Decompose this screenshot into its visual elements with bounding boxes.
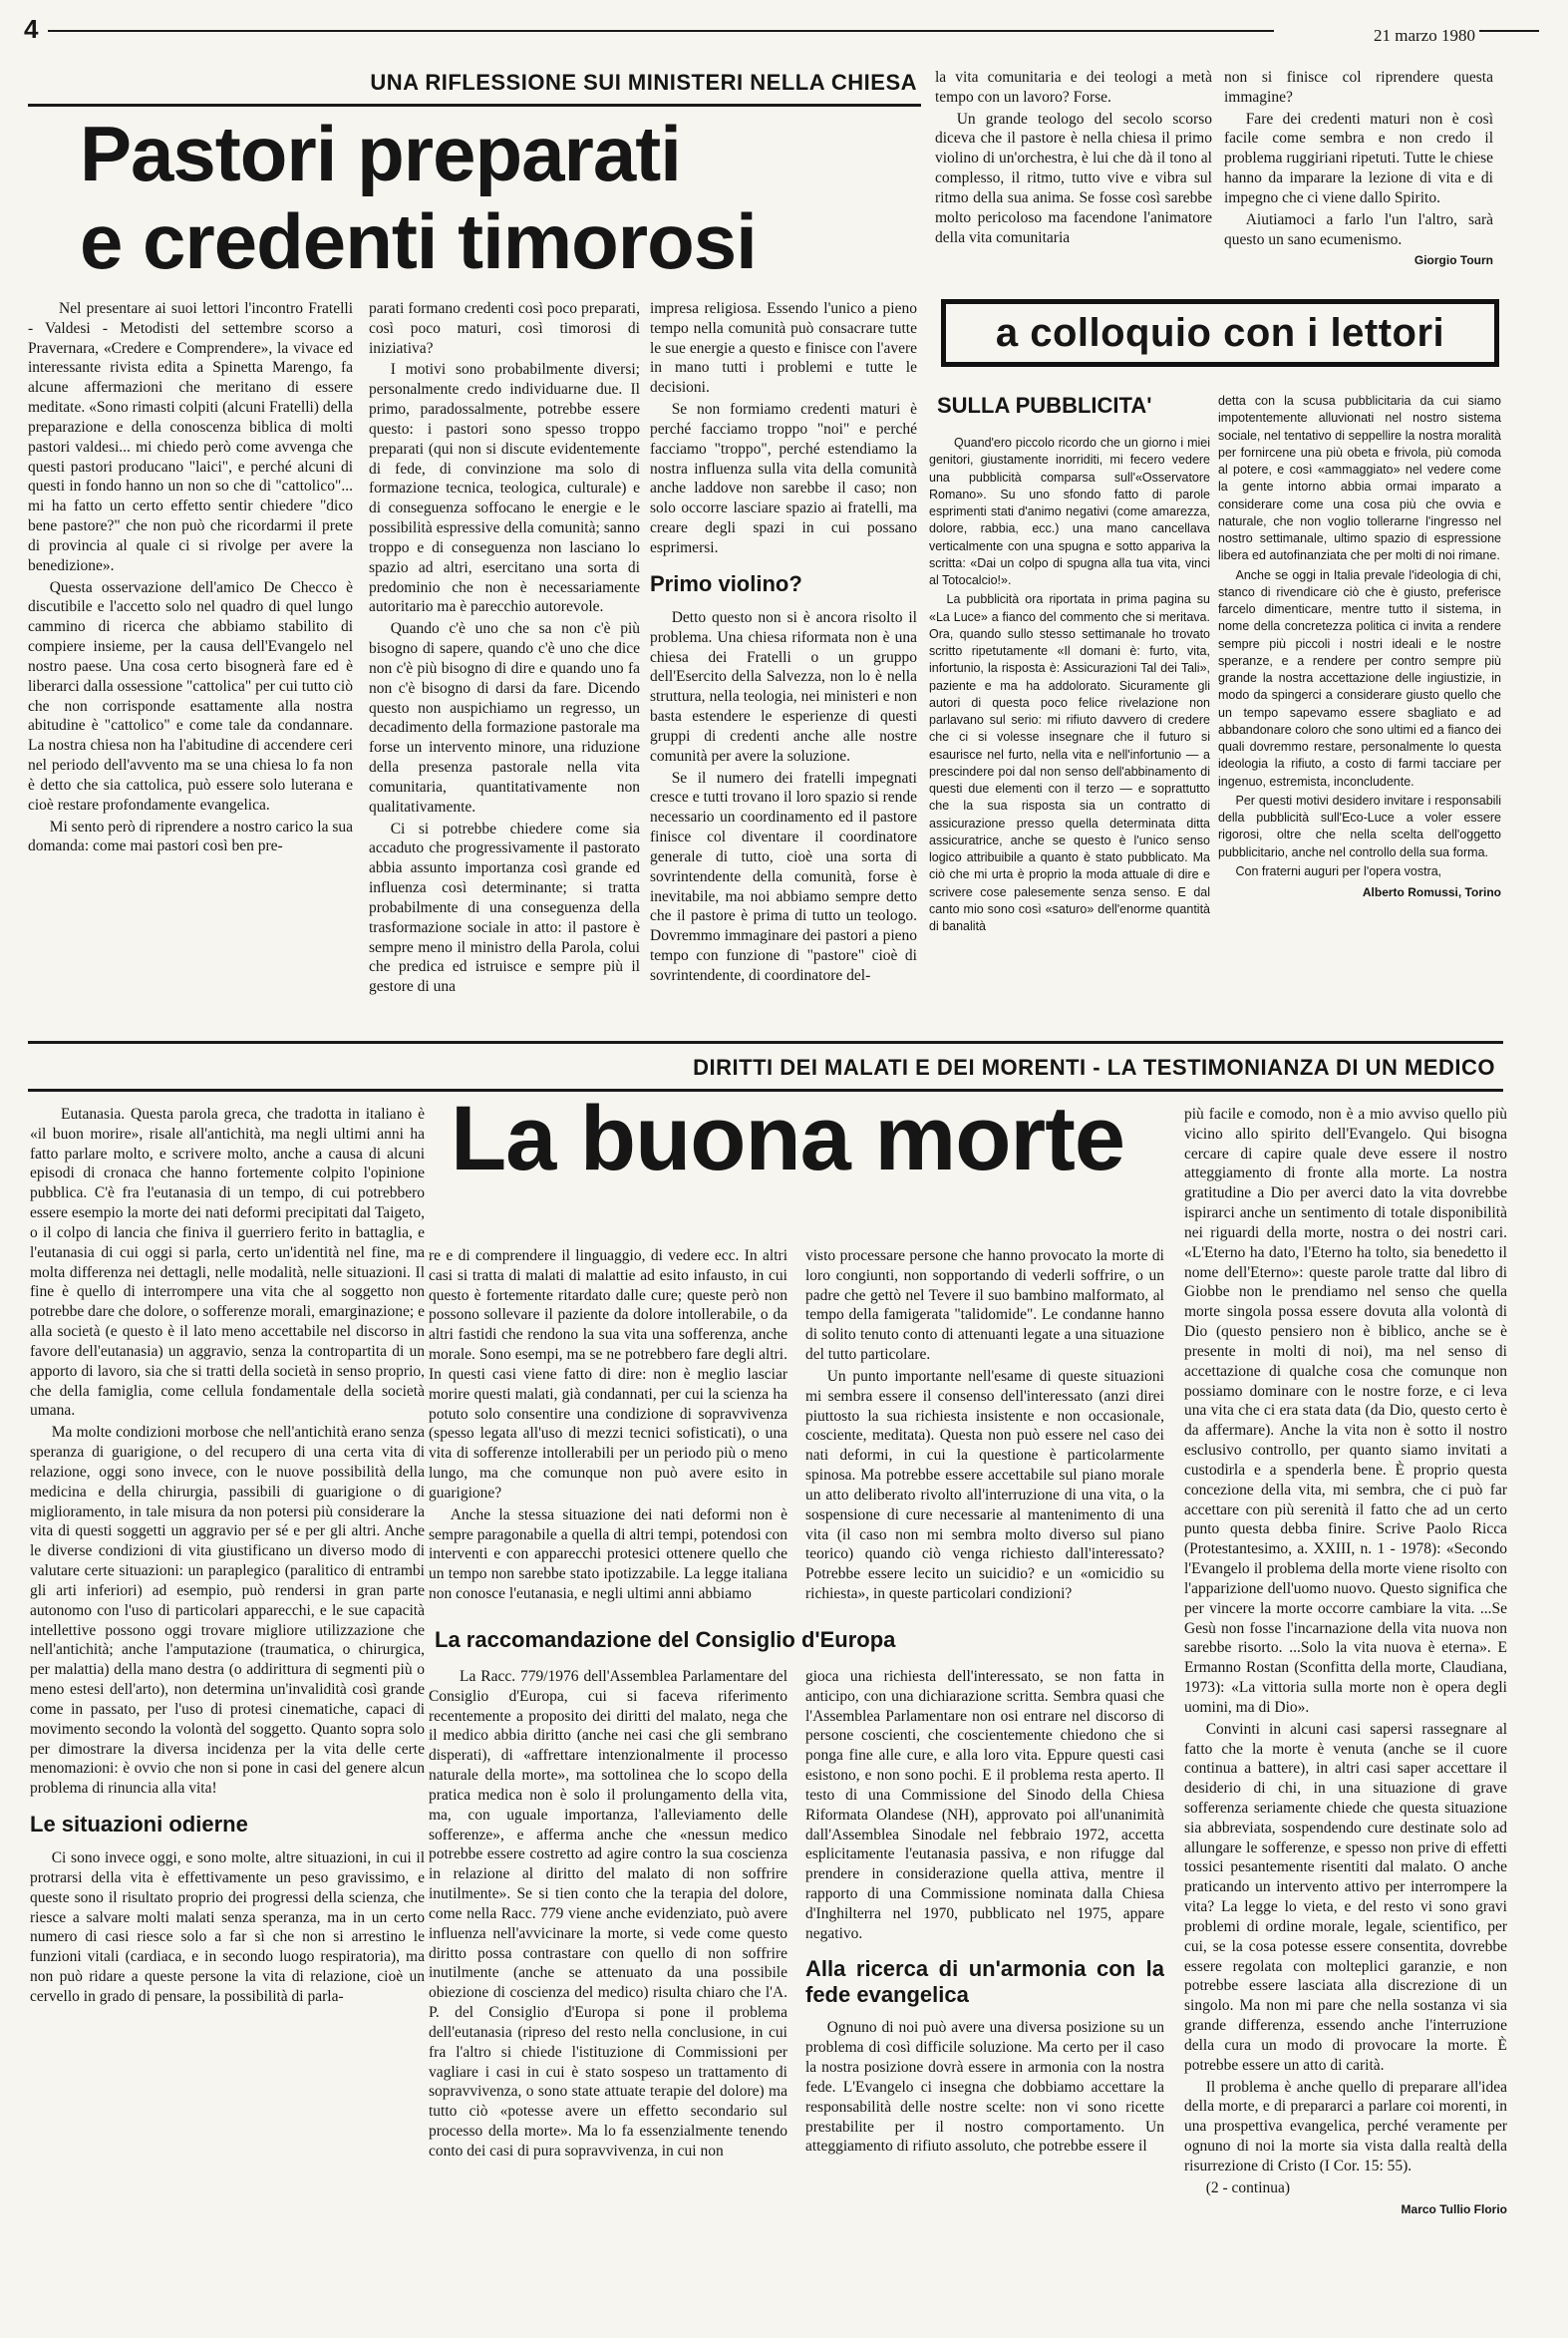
article1-col2-p1: parati formano credenti così poco preparati, così poco maturi, così timorosi di iniziativa? xyxy=(369,300,640,357)
article2-kicker: DIRITTI DEI MALATI E DEI MORENTI - LA TESTIMONIANZA DI UN MEDICO xyxy=(693,1055,1495,1080)
article1-col1-p2: Questa osservazione dell'amico De Checco è discutibile e l'accetto solo nel quadro di quel lungo cammino di ricerca che abbiamo stabilito di compiere insieme, per la causa dell'Evangelo nel nostro paese. Una cosa certo bisognerà fare ed è liberarci dalla ossessione "cattolica" per cui tutto ciò che non corrisponde esattamente alla nostra abitudine è "cattolico" e come tale da condannare. La nostra chiesa non ha l'abitudine di accendere ceri nel periodo dell'avvento ma se una chiesa lo fa non è detto che sia cattolica, può essere solo luterana e cioè restare profondamente evangelica. xyxy=(28,578,353,814)
article2-col1-p2: Ma molte condizioni morbose che nell'antichità erano senza speranza di guarigione, o del recupero di una certa vita di relazione, oggi sono invece, con le nuove possibilità della medicina e della chirurgia, passibili di guarigione o di miglioramento, in tale misura da non potersi più considerare la vita di questi soggetti un aggravio per sé e per gli altri. Anche le diverse condizioni di vita giustificano un diverso modo di valutare certe situazioni: un paraplegico (paralitico di entrambi gli arti inferiori) ad esempio, può rendersi in gran parte autonomo con l'uso di particolari apparecchi, e le sue capacità intellettive possono oggi trovare migliore utilizzazione che nell'antichità; anche l'amputazione (traumatica, o chirurgica, per malattia) della mano destra (o addirittura di segmenti più o meno estesi dell'arto), non determina un'invalidità così grande come in passato, per l'uso di protesi cinematiche, capaci di movimento secondo la volontà del soggetto. Quanto sopra solo per dimostrare la diversa incidenza per la vita delle certe menomazioni: è ovvio che non si pone in casi del genere alcun problema di rinuncia alla vita! xyxy=(30,1424,425,1798)
article1-col2-p4: Ci si potrebbe chiedere come sia accaduto che progressivamente il pastorato abbia assunto importanza così grande ed influenza così determinante; si tratta probabilmente di una conseguenza della trasformazione sociale in atto: il pastore è sempre meno il ministro della Parola, colui che predica ed istruisce e sempre più il gestore di una xyxy=(369,820,640,996)
article2-col1-p3: Ci sono invece oggi, e sono molte, altre situazioni, in cui il protrarsi della vita è effettivamente un peso gravissimo, e queste sono il risultato proprio dei progressi della scienza, che riesce a salvare molti malati senza speranza, ma in un certo numero di casi riesce solo a far sì che non si arrestino le funzioni vitali (cardiaca, e in secondo luogo respiratoria), ma non può ridare a queste persone la vita di relazione, cioè un cervello in grado di pensare, la possibilità di parla- xyxy=(30,1849,425,2005)
article2-col4 xyxy=(1184,1105,1507,2329)
article1-signature: Giorgio Tourn xyxy=(1413,253,1493,268)
letters-header-title: a colloquio con i lettori xyxy=(995,310,1445,355)
article2-subhead3: Alla ricerca di un'armonia con la fede evangelica xyxy=(805,1955,1164,2007)
article1-title xyxy=(80,110,897,285)
article1-col3-p4: Se il numero dei fratelli impegnati cresce e tutti trovano il loro spazio si rende necessario un coordinamento ed il pastore finisce col diventare il coordinatore generale di tutto, cioè una sorta di sovrintendente della comunità, forse è inevitabile, ma noi abbiamo sempre detto che il pastore è prima di tutto un teologo. Dovremmo immaginare dei pastori a pieno tempo con funzione di "pastore" cioè di sovrintendente, di coordinatore del- xyxy=(650,769,917,984)
letters-col1-p1: Quand'ero piccolo ricordo che un giorno i miei genitori, giustamente inorriditi, mi fecero vedere una pubblicità comparsa sull'«Osservatore Romano». Su uno sfondo fatto di parole esprimenti stati d'animo negativi (come amarezza, dolore, rabbia, ecc.) una mano cancellava verticalmente con una spugna e sotto appariva la scritta: «Dai un colpo di spugna alla tua vita, vinci al Totocalcio!». xyxy=(929,436,1210,587)
article2-col4-p3: Il problema è anche quello di preparare all'idea della morte, e di prepararci a parlare coi morenti, in una prospettiva evangelica, perché veramente per ognuno di noi la morte sia vista dalla realtà della risurrezione di Cristo (I Cor. 15: 55). xyxy=(1184,2078,1507,2174)
article2-col3 xyxy=(805,1246,1164,1615)
letters-col1-p2: La pubblicità ora riportata in prima pagina su «La Luce» a fianco del commento che si meritava. Ora, quando sullo stesso settimanale ho trovato scritto ripetutamente «Il domani è: furto, vita, infortunio, la risposta è: Assicurazioni Tal dei Tali», paziente e ma ha addolorato. Sicuramente gli autori di questa poco felice rivelazione non parlavano sul serio: mi rifiuto davvero di credere che ci si volesse insegnare che il futuro si esaurisce nel furto, nella vita e nell'infortunio — a prescindere poi dal non senso dell'abbinamento di questi due elementi con il terzo — e soprattutto che la sua risposta sia un contratto di assicurazione presso quella determinata ditta assicuratrice, anche se questo è l'unico senso logico attribuibile a quanto è stato pubblicato. Ma ciò che mi urta è proprio la moda attuale di dire e scrivere cose palesemente senza senso. E dal canto mio sono così «saturo» dell'enorme quantità di banalità xyxy=(929,592,1210,933)
article1-col4-p2: Un grande teologo del secolo scorso diceva che il pastore è nella chiesa il primo violino di un'orchestra, è lui che dà il tono al complesso, il ritmo, tutto vive e vibra sul ritmo della sua anima. Se fosse così sarebbe molto pericoloso ma facendone l'animatore della vita comunitaria xyxy=(935,110,1212,246)
article1-kicker-rule xyxy=(28,104,921,107)
letters-col2-p3: Per questi motivi desidero invitare i responsabili della pubblicità sull'Eco-Luce a voler essere rigorosi, oltre che nella scelta dell'oggetto pubblicitario, anche nel controllo della sua forma. xyxy=(1218,793,1501,859)
header-rule-left xyxy=(48,30,1274,32)
article1-col4 xyxy=(935,68,1212,275)
article2-col2 xyxy=(429,1246,787,1615)
article2-title: La buona morte xyxy=(450,1088,1125,1189)
article2-col3b-p1: gioca una richiesta dell'interessato, se non fatta in anticipo, con una dichiarazione scritta. Sembra quasi che l'Assemblea Parlamentare non osi entrare nel discorso di persone coscienti, che coscientemente chiedono che si ponga fine alle cure, e alla loro vita. Eppure questi casi esistono, e non sono pochi. E il problema resta aperto. Il testo di una Commissione del Sinodo della Chiesa Riformata Olandese (NH), approvato poi all'unanimità dall'Assemblea Sinodale nel febbraio 1972, accetta esplicitamente l'eutanasia passiva, e non rifugge dal prendere in considerazione quella attiva, mentre il rapporto di una Commissione nominata dalla Chiesa d'Inghilterra nel 1970, pubblicato nel 1975, appare negativo. xyxy=(805,1668,1164,1942)
article1-col4-p1: la vita comunitaria e dei teologi a metà tempo con un lavoro? Forse. xyxy=(935,69,1212,106)
letters-col2-p2: Anche se oggi in Italia prevale l'ideologia di chi, stanco di rivendicare ciò che è giusto, preferisce farcelo dimenticare, mentre tutto il sistema, in nome della concretezza politica ci invita a rendere sempre più piccoli i nostri ideali e le nostre speranze, e a rendere per contro sempre più grande la nostra accettazione delle ingiustizie, in modo da spingerci a considerare giusto quello che un tempo sapevamo essere sbagliato e ad abbandonare coloro che sono ultimi ed a fianco dei quali dovremmo restare, personalmente lo questa ideologia la rifiuto, a costo di farmi tacciare per ingenuo, estremista, inconcludente. xyxy=(1218,567,1501,789)
article2-top-rule xyxy=(28,1041,1503,1044)
letters-header-box xyxy=(941,299,1499,367)
article1-col5-p3: Aiutiamoci a farlo l'un l'altro, sarà questo un sano ecumenismo. xyxy=(1224,210,1493,248)
article1-col3-p2: Se non formiamo credenti maturi è perché facciamo troppo "noi" e perché facciamo "troppo", perché estendiamo la nostra influenza sulla vita della comunità anche laddove non sarebbe il caso; non solo occorre lasciare spazio ai fratelli, ma creare degli spazi in cui possano esprimersi. xyxy=(650,401,917,556)
article1-title-line2: e credenti timorosi xyxy=(80,197,757,285)
letters-col2-p4: Con fraterni auguri per l'opera vostra, xyxy=(1235,863,1442,878)
article1-kicker: UNA RIFLESSIONE SUI MINISTERI NELLA CHIESA xyxy=(370,70,917,95)
article1-subhead: Primo violino? xyxy=(650,570,802,596)
letters-col2 xyxy=(1218,393,1501,1031)
article2-subhead1: Le situazioni odierne xyxy=(30,1811,248,1837)
article1-col2-p2: I motivi sono probabilmente diversi; personalmente credo individuarne due. Il primo, paradossalmente, potrebbe essere questo: i pastori sono spesso troppo preparati (qui non si discute evidentemente di fede, di convinzione ma solo di formazione tecnica, teologica, culturale) e di conseguenza soffocano le energie e le possibilità espressive della comunità; sanno troppo e di conseguenza non lasciano lo spazio ad altri, esercitano una sorta di predominio che non è necessariamente autoritario ma è parecchio autorevole. xyxy=(369,361,640,616)
article1-col5-p2: Fare dei credenti maturi non è così facile come sembra e non credo il problema ruggiriani ripetuti. Tutte le chiese hanno da imparare la lezione di vita e di impegno che ci viene dallo Spirito. xyxy=(1224,110,1493,206)
article1-col1-p3: Mi sento però di riprendere a nostro carico la sua domanda: come mai pastori così ben pre- xyxy=(28,818,353,855)
letters-col2-p1: detta con la scusa pubblicitaria da cui siamo impotentemente alluvionati nel nostro sistema sociale, nel tentativo di seppellire la nostra moralità per fornircene una più obeta e frivola, più comoda al potere, e così «ammaggiato» nel vedere come la gente intorno abbia ormai imparato a considerare come una cosa più che ovvia e naturale, che non voglio tollerarne l'ingresso nel nostro settimanale, ultimo spazio di espressione libera ed autofinanziata che per molti di noi rimane. xyxy=(1218,394,1501,563)
article2-col2b-p1: La Racc. 779/1976 dell'Assemblea Parlamentare del Consiglio d'Europa, cui si faceva riferimento recentemente a proposito dei diritti del malato, nega che il medico abbia diritto (anche nei casi che gli sembrano disperati), di «affrettare intenzionalmente il processo naturale della morte», ma sottolinea che lo scopo della pratica medica non è solo il prolungamento della vita, ma, con uguale importanza, l'alleviamento delle sofferenze», e afferma anche che «nessun medico potrebbe essere costretto ad agire contro la sua coscienza in relazione al diritto del malato di non soffrire inutilmente». Se si tien conto che la terapia del dolore, come nella Racc. 779 viene anche evidenziato, può avere influenza nell'avvicinare la morte, si vede come questo diritto possa contrastare con quello di non soffrire inutilmente (anche se attenuato da una possibile obiezione di coscienza del medico) risulta chiaro che l'A. P. del Consiglio d'Europa si pone il problema dell'eutanasia (ripreso del resto nella conclusione, in cui fra l'altro si chiede l'istituzione di Commissioni per vagliare i casi in cui è stato sospeso un trattamento di sopravvivenza, o sono state attuate terapie del dolore) ma tutto ciò «potesse avere un effetto secondario sul processo della morte». Ma lo fa essenzialmente tenendo conto dei casi di pura sopravvivenza, in cui non xyxy=(429,1668,787,2160)
article2-subhead2: La raccomandazione del Consiglio d'Europa xyxy=(435,1627,896,1652)
article2-col1-p1: Eutanasia. Questa parola greca, che tradotta in italiano è «il buon morire», risale all'antichità, ma negli ultimi anni ha fatto parlare molto, e scrivere molto, anche a causa di alcuni episodi di cronaca che hanno fortemente colpito l'opinione pubblica. C'è fra l'eutanasia di un tempo, di cui potrebbero essere esempio la morte dei nati deformi precipitati dal Taigeto, o il colpo di lancia che finiva il guerriero ferito in battaglia, e l'eutanasia di cui oggi si parla, certo un'identità nel fine, ma molta differenza nei dettagli, nelle modalità, nelle situazioni. Il fine è quello di interrompere una vita che al soggetto non potrebbe dare che dolore, o sofferenze morali, emarginazione; e alla società (e questo è il lato meno accettabile nel discorso in favore dell'eutanasia) un aggravio, senza la contropartita di un apporto di lavoro, sia che si tratti della società in senso proprio, che della famiglia, come cellula fondamentale della società umana. xyxy=(30,1106,425,1420)
article1-col2-p3: Quando c'è uno che sa non c'è più bisogno di sapere, quando c'è uno che dice non c'è più bisogno di dire e quando uno fa non c'è bisogno di darsi da fare. Dicendo questo non auspichiamo un regresso, un decadimento della formazione pastorale ma forse un intervento minore, una riduzione della presenza pastorale nella vita comunitaria, quantitativamente non qualitativamente. xyxy=(369,620,640,816)
article2-signature: Marco Tullio Florio xyxy=(1401,2201,1507,2216)
article1-title-line1: Pastori preparati xyxy=(80,110,681,197)
letters-signature: Alberto Romussi, Torino xyxy=(1362,885,1501,899)
letters-subhead: SULLA PUBBLICITA' xyxy=(937,393,1152,418)
header-rule-right xyxy=(1479,30,1539,32)
article2-col3-p2: Un punto importante nell'esame di queste situazioni mi sembra essere il consenso dell'interessato (anzi direi piuttosto la sua richiesta insistente e non occasionale, cosciente, meditata). Questa non può essere nel caso dei nati deformi, in cui la questione è particolarmente spinosa. Ma potrebbe essere accettabile sul piano morale un atto deliberato rivolto all'interruzione di una vita, o la sospensione di cure necessarie al mantenimento di una vita (il caso non mi sembra molto diverso sul piano teorico) quando ciò venga richiesto dall'interessato? Potrebbe essere lecito un suicidio? e un «omicidio su richiesta», in queste particolari condizioni? xyxy=(805,1367,1164,1603)
article2-col2-p1: re e di comprendere il linguaggio, di vedere ecc. In altri casi si tratta di malati di malattie ad esito infausto, in cui questo è fortemente ritardato dalle cure; queste però non possono sollevare il paziente da dolore intollerabile, o da altri fastidi che rendono la sua vita una sofferenza, anche morale. Sono esempi, ma se ne potrebbero fare degli altri. In questi casi viene fatto di dire: non è meglio lasciar morire questi malati, già condannati, per cui la scienza ha potuto solo consentire una condizione di sopravvivenza (spesso legata all'uso di mezzi tecnici sofisticati), o una vita di sofferenze intollerabili per un periodo più o meno lungo, ma che comunque non può avere esito in guarigione? xyxy=(429,1247,787,1502)
article2-col3b-p2: Ognuno di noi può avere una diversa posizione su un problema di così difficile soluzione. Ma certo per il caso la nostra posizione dovrà essere in armonia con la nostra fede. L'Evangelo ci insegna che dobbiamo accettare la responsabilità delle nostre scelte: non vi sono ricette prestabilite per il nostro comportamento. Un atteggiamento di rifiuto assoluto, che potrebbe essere il xyxy=(805,2019,1164,2156)
article1-col5-p1: non si finisce col riprendere questa immagine? xyxy=(1224,69,1493,106)
article2-col4-continua: (2 - continua) xyxy=(1205,2178,1291,2196)
letters-col1 xyxy=(929,435,1210,1025)
article2-col3b xyxy=(805,1667,1164,2329)
article1-col5 xyxy=(1224,68,1493,275)
header-date: 21 marzo 1980 xyxy=(1374,26,1475,45)
article2-col4-p2: Convinti in alcuni casi sapersi rassegnare al fatto che la morte è venuta (anche se il cuore continua a battere), in altri casi saper accettare il desiderio di chi, in una situazione di grave sofferenza seriamente chiede che questa situazione sia abbreviata, sospendendo cure destinate solo ad allungare le sofferenze, e spesso non prive di effetti tossici pesantemente risentiti dal malato. O anche praticando un intervento attivo per interrompere la vita? La legge lo vieta, e del resto vi sono gravi problemi di ordine morale, legale, scientifico, per cui, se la cosa potesse essere consentita, dovrebbe essere regolata con molteplici garanzie, e non potrebbe essere lasciata alla discrezione di un singolo. Ma non mi pare che nella sostanza vi sia grande differenza, essendo anche l'interruzione della cura un modo di provocare la morte. È potrebbe essere un atto di carità. xyxy=(1184,1720,1507,2074)
article2-col1 xyxy=(30,1105,425,2329)
article2-col3-p1: visto processare persone che hanno provocato la morte di loro congiunti, non sopportando di vederli soffrire, o un padre che gettò nel Tevere il suo bambino malformato, al tempo della famigerata "talidomide". Le condanne hanno di solito tenuto conto di attenuanti legate a una situazione del tutto particolare. xyxy=(805,1247,1164,1364)
article1-col1-p1: Nel presentare ai suoi lettori l'incontro Fratelli - Valdesi - Metodisti del settembre scorso a Pravernara, «Credere e Comprendere», la vivace ed interessante rivista edita a Spinetta Marengo, fa alcune affermazioni che meritano di essere meditate. «Sono rimasti colpiti (alcuni Fratelli) della preparazione e della conoscenza biblica di molti pastori valdesi... mi chiedo però come avvenga che questi pastori producano "laici", e perché alcuni di questi in fondo hanno un non so che di "cattolico"... mi ha fatto un certo effetto sentir chiedere "dico bene pastore?" che non può che ricordarmi il prete di provincia al quale ci si rivolge per avere la benedizione». xyxy=(28,300,353,574)
article1-col3-p1: impresa religiosa. Essendo l'unico a pieno tempo nella comunità può consacrare tutte le sue energie a questo e finisce con l'avere in mano tutti i problemi e tutte le decisioni. xyxy=(650,300,917,397)
page-number: 4 xyxy=(24,14,39,44)
article1-col3-p3: Detto questo non si è ancora risolto il problema. Una chiesa riformata non è una chiesa dei Fratelli o un gruppo dell'Esercito della Salvezza, non lo è nella struttura, nella teologia, nei ministeri e non basta estendere le esperienze di questi gruppi di credenti anche alle nostre comunità per avere la soluzione. xyxy=(650,608,917,765)
article2-col4-p1: più facile e comodo, non è a mio avviso quello più vicino allo spirito dell'Evangelo. Qui bisogna cercare di capire quale deve essere il nostro atteggiamento di fronte alla morte. La nostra gratitudine a Dio per averci dato la vita dovrebbe ispirarci anche un sentimento di totale disponibilità nei riguardi della morte, nostra o dei nostri cari. «L'Eterno ha dato, l'Eterno ha tolto, sia benedetto il nome dell'Eterno»: queste parole tratte dal libro di Giobbe non le prendiamo nel senso che quella morte singola possa essere dovuta alla volontà di Dio (questo pensiero non è biblico, anche se è presente in molti di noi), ma nel senso di accettazione di qualche cosa che comunque non possiamo dominare con le nostre forze, e ci leva una vita che ci era stata data (da Dio, questo certo è da affermare). Anche la vita non è sotto il nostro esclusivo controllo, per quanto siamo invitati a custodirla e a spenderla bene. È proprio questa concezione della vita, mi sembra, che ci può far accettare con più serenità il fatto che ad un certo punto questa debba finire. Scrive Paolo Ricca (Protestantesimo, a. XXIII, n. 1 - 1978): «Secondo l'Evangelo il problema della morte viene risolto con l'apparizione dell'uomo nuovo. Questo significa che per vincere la morte occorre cambiare la vita. ...Se Gesù non fosse l'incarnazione della vita nuova non sarebbe risorto. ...Solo la vita nuova è eterna». E Ermanno Rostan (Sconfitta della morte, Claudiana, 1973): «La vittoria sulla morte non è opera degli uomini, ma di Dio». xyxy=(1184,1106,1507,1716)
article1-col3 xyxy=(650,299,917,1029)
article1-col1 xyxy=(28,299,353,1029)
article2-col2-p2: Anche la stessa situazione dei nati deformi non è sempre paragonabile a quella di altri tempi, potendosi con interventi e con apparecchi protesici ottenere quello che un tempo non sarebbe stato ipotizzabile. La legge italiana non conosce l'eutanasia, e negli ultimi anni abbiamo xyxy=(429,1505,787,1603)
article2-col2b xyxy=(429,1667,787,2329)
article1-col2 xyxy=(369,299,640,1029)
